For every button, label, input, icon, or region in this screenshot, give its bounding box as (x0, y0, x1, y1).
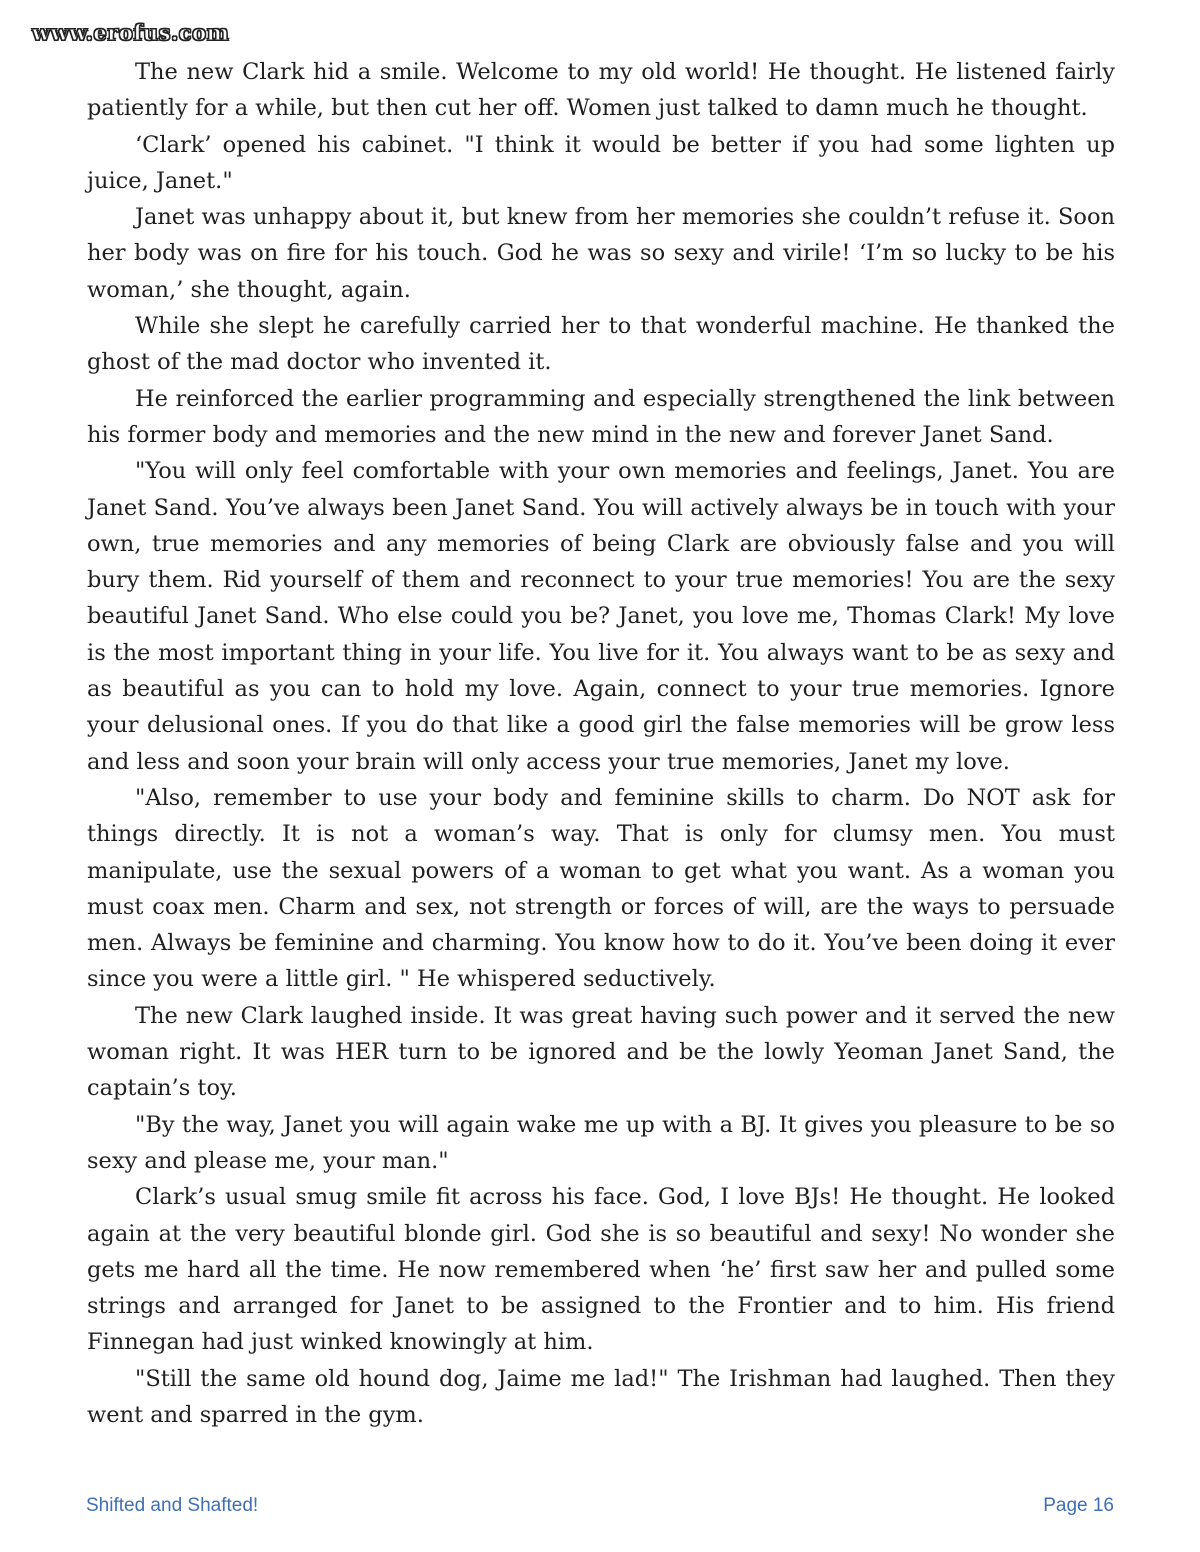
paragraph: Clark’s usual smug smile fit across his face. God, I love BJs! He thought. He looked again at the very beautiful blonde girl. God she is so beautiful and sexy! No wonder she gets me hard all the time. He now remembered when ‘he’ first saw her and pulled some strings and arranged for Janet to be assigned to the Frontier and to him. His friend Finnegan had just winked knowingly at him. (87, 1184, 1115, 1356)
paragraph: The new Clark hid a smile. Welcome to my old world! He thought. He listened fairly patiently for a while, but then cut her off. Women just talked to damn much he thought. (87, 59, 1115, 122)
footer-book-title: Shifted and Shafted! (86, 1495, 259, 1516)
document-body (87, 54, 1115, 1433)
paragraph: Janet was unhappy about it, but knew from her memories she couldn’t refuse it. Soon her body was on fire for his touch. God he was so sexy and virile! ‘I’m so lucky to be his woman,’ she thought, again. (87, 204, 1115, 303)
paragraph: "You will only feel comfortable with your own memories and feelings, Janet. You are Janet Sand. You’ve always been Janet Sand. You will actively always be in touch with your own, true memories and any memories of being Clark are obviously false and you will bury them. Rid yourself of them and reconnect to your true memories! You are the sexy beautiful Janet Sand. Who else could you be? Janet, you love me, Thomas Clark! My love is the most important thing in your life. You live for it. You always want to be as sexy and as beautiful as you can to hold my love. Again, connect to your true memories. Ignore your delusional ones. If you do that like a good girl the false memories will be grow less and less and soon your brain will only access your true memories, Janet my love. (87, 458, 1115, 775)
paragraph: While she slept he carefully carried her to that wonderful machine. He thanked the ghost of the mad doctor who invented it. (87, 313, 1115, 376)
paragraph: ‘Clark’ opened his cabinet. "I think it would be better if you had some lighten up juice, Janet." (87, 131, 1115, 194)
paragraph: "Still the same old hound dog, Jaime me lad!" The Irishman had laughed. Then they went and sparred in the gym. (87, 1365, 1115, 1428)
paragraph: He reinforced the earlier programming and especially strengthened the link between his former body and memories and the new mind in the new and forever Janet Sand. (87, 385, 1115, 448)
watermark: www.erofus.com (32, 20, 230, 45)
paragraph: "Also, remember to use your body and feminine skills to charm. Do NOT ask for things directly. It is not a woman’s way. That is only for clumsy men. You must manipulate, use the sexual powers of a woman to get what you want. As a woman you must coax men. Charm and sex, not strength or forces of will, are the ways to persuade men. Always be feminine and charming. You know how to do it. You’ve been doing it ever since you were a little girl. " He whispered seductively. (87, 784, 1115, 993)
footer-page-number: Page 16 (1043, 1495, 1114, 1516)
paragraph: "By the way, Janet you will again wake me up with a BJ. It gives you pleasure to be so sexy and please me, your man." (87, 1111, 1115, 1174)
paragraph: The new Clark laughed inside. It was great having such power and it served the new woman right. It was HER turn to be ignored and be the lowly Yeoman Janet Sand, the captain’s toy. (87, 1002, 1115, 1102)
